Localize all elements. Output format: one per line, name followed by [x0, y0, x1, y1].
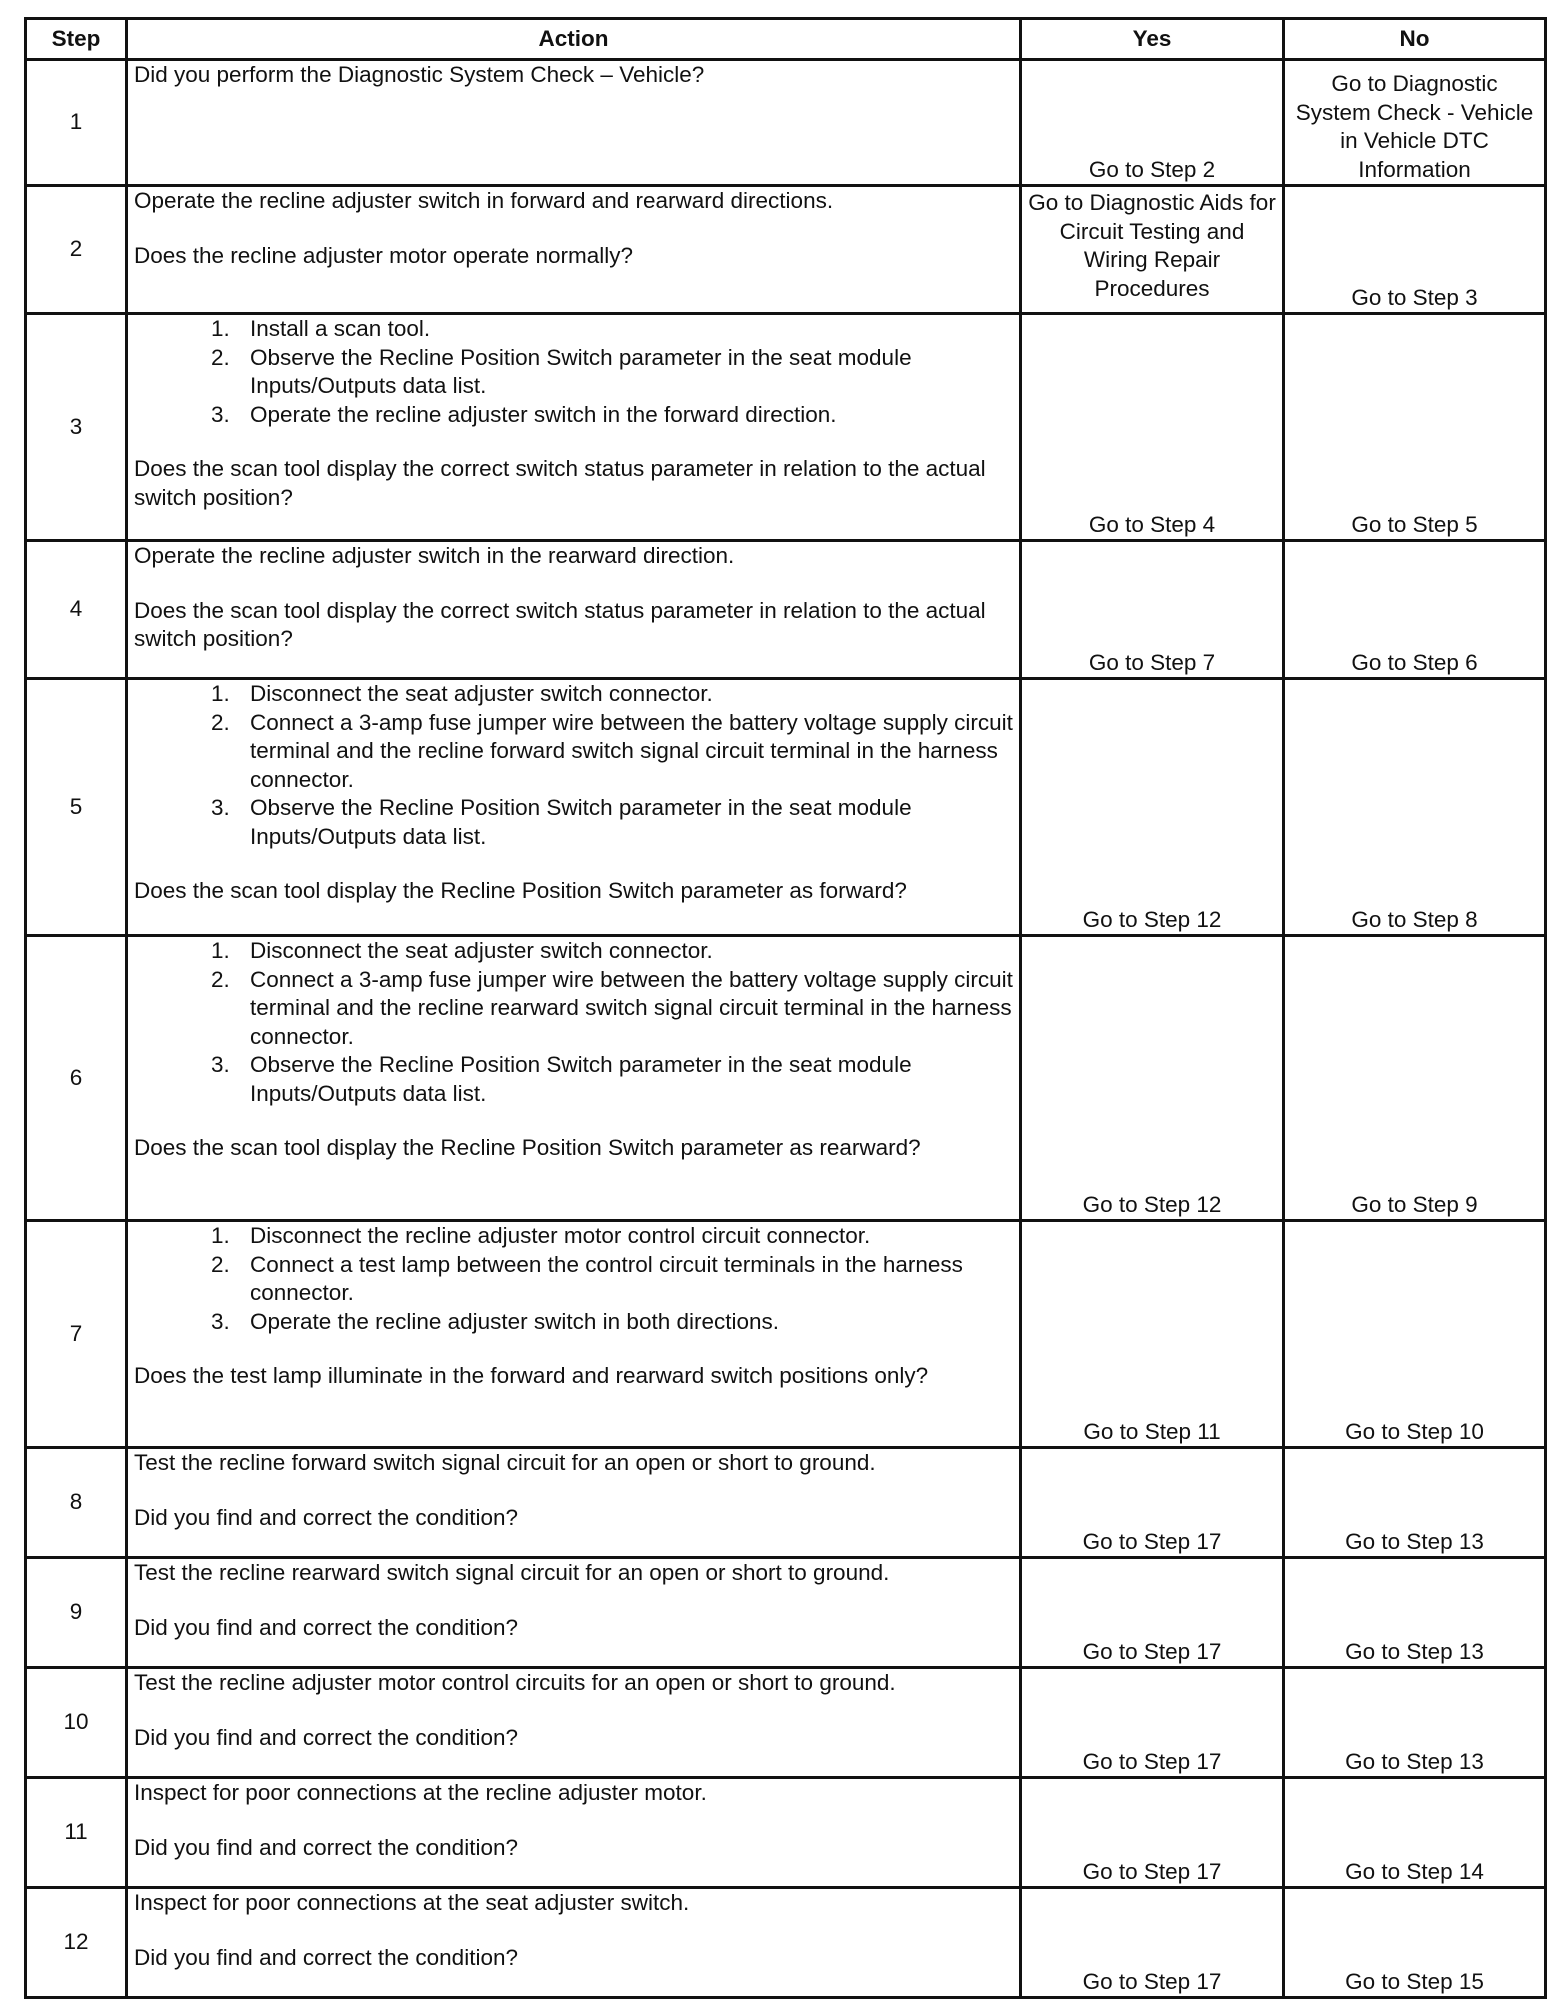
no-cell: Go to Step 15 — [1284, 1888, 1546, 1998]
list-item: 3. Operate the recline adjuster switch in both directions. — [236, 1308, 1013, 1337]
action-cell — [127, 1888, 1021, 1998]
step-number: 7 — [26, 1221, 127, 1448]
no-cell: Go to Step 13 — [1284, 1668, 1546, 1778]
table-row — [26, 1888, 1546, 1998]
no-cell: Go to Step 14 — [1284, 1778, 1546, 1888]
table-row — [26, 60, 1546, 186]
action-cell — [127, 60, 1021, 186]
action-intro: Operate the recline adjuster switch in forward and rearward directions. — [134, 188, 834, 213]
action-cell — [127, 1668, 1021, 1778]
yes-cell: Go to Diagnostic Aids for Circuit Testing and Wiring Repair Procedures — [1021, 186, 1284, 314]
action-intro: Inspect for poor connections at the recline adjuster motor. — [134, 1780, 707, 1805]
step-number: 10 — [26, 1668, 127, 1778]
header-step: Step — [26, 19, 127, 60]
action-cell — [127, 314, 1021, 541]
diagnostic-table — [24, 17, 1547, 1999]
step-number: 2 — [26, 186, 127, 314]
table-row — [26, 1221, 1546, 1448]
no-cell: Go to Step 13 — [1284, 1558, 1546, 1668]
table-row — [26, 1558, 1546, 1668]
step-number: 3 — [26, 314, 127, 541]
table-row — [26, 1448, 1546, 1558]
table-row — [26, 1778, 1546, 1888]
action-cell — [127, 186, 1021, 314]
action-steps-list — [134, 315, 1013, 429]
yes-cell: Go to Step 12 — [1021, 936, 1284, 1221]
action-intro: Inspect for poor connections at the seat adjuster switch. — [134, 1890, 690, 1915]
table-row — [26, 1668, 1546, 1778]
yes-cell: Go to Step 17 — [1021, 1888, 1284, 1998]
action-question: Does the scan tool display the correct switch status parameter in relation to the actual switch position? — [134, 456, 986, 510]
list-item: 1. Install a scan tool. — [236, 315, 1013, 344]
action-steps-list — [134, 937, 1013, 1108]
action-intro: Operate the recline adjuster switch in the rearward direction. — [134, 543, 735, 568]
yes-cell: Go to Step 17 — [1021, 1558, 1284, 1668]
step-number: 4 — [26, 541, 127, 679]
yes-cell: Go to Step 17 — [1021, 1448, 1284, 1558]
yes-cell: Go to Step 12 — [1021, 679, 1284, 936]
action-question: Did you find and correct the condition? — [134, 1834, 518, 1860]
list-item: 3. Operate the recline adjuster switch in the forward direction. — [236, 401, 1013, 430]
no-cell: Go to Step 13 — [1284, 1448, 1546, 1558]
action-intro: Test the recline adjuster motor control circuits for an open or short to ground. — [134, 1670, 896, 1695]
yes-cell: Go to Step 17 — [1021, 1778, 1284, 1888]
action-question: Did you find and correct the condition? — [134, 1944, 518, 1970]
action-steps-list — [134, 680, 1013, 851]
table-row — [26, 541, 1546, 679]
list-item: 1. Disconnect the seat adjuster switch connector. — [236, 680, 1013, 709]
list-item: 1. Disconnect the seat adjuster switch connector. — [236, 937, 1013, 966]
step-number: 11 — [26, 1778, 127, 1888]
action-question: Did you find and correct the condition? — [134, 1724, 518, 1750]
step-number: 12 — [26, 1888, 127, 1998]
no-cell: Go to Step 3 — [1284, 186, 1546, 314]
header-action: Action — [127, 19, 1021, 60]
action-question: Does the scan tool display the correct switch status parameter in relation to the actual switch position? — [134, 597, 986, 651]
action-cell — [127, 1778, 1021, 1888]
no-cell: Go to Step 9 — [1284, 936, 1546, 1221]
list-item: 2. Connect a 3-amp fuse jumper wire between the battery voltage supply circuit terminal and the recline forward switch signal circuit terminal in the harness connector. — [236, 709, 1013, 795]
yes-cell: Go to Step 11 — [1021, 1221, 1284, 1448]
header-no: No — [1284, 19, 1546, 60]
step-number: 8 — [26, 1448, 127, 1558]
header-row — [26, 19, 1546, 60]
action-cell — [127, 679, 1021, 936]
header-yes: Yes — [1021, 19, 1284, 60]
no-cell: Go to Step 8 — [1284, 679, 1546, 936]
yes-cell: Go to Step 4 — [1021, 314, 1284, 541]
action-steps-list — [134, 1222, 1013, 1336]
action-cell — [127, 1221, 1021, 1448]
action-intro: Did you perform the Diagnostic System Check – Vehicle? — [134, 62, 705, 87]
step-number: 9 — [26, 1558, 127, 1668]
action-question: Did you find and correct the condition? — [134, 1504, 518, 1530]
table-row — [26, 186, 1546, 314]
action-cell — [127, 1558, 1021, 1668]
table-row — [26, 679, 1546, 936]
no-cell: Go to Step 10 — [1284, 1221, 1546, 1448]
step-number: 6 — [26, 936, 127, 1221]
action-intro: Test the recline forward switch signal circuit for an open or short to ground. — [134, 1450, 876, 1475]
list-item: 3. Observe the Recline Position Switch parameter in the seat module Inputs/Outputs data list. — [236, 1051, 1013, 1108]
no-cell: Go to Step 6 — [1284, 541, 1546, 679]
action-cell — [127, 541, 1021, 679]
list-item: 2. Observe the Recline Position Switch parameter in the seat module Inputs/Outputs data list. — [236, 344, 1013, 401]
list-item: 2. Connect a test lamp between the control circuit terminals in the harness connector. — [236, 1251, 1013, 1308]
yes-cell: Go to Step 17 — [1021, 1668, 1284, 1778]
action-question: Does the recline adjuster motor operate normally? — [134, 242, 633, 268]
action-question: Does the scan tool display the Recline Position Switch parameter as rearward? — [134, 1135, 921, 1160]
list-item: 1. Disconnect the recline adjuster motor control circuit connector. — [236, 1222, 1013, 1251]
yes-cell: Go to Step 2 — [1021, 60, 1284, 186]
action-cell — [127, 1448, 1021, 1558]
action-cell — [127, 936, 1021, 1221]
action-question: Did you find and correct the condition? — [134, 1614, 518, 1640]
action-question: Does the scan tool display the Recline Position Switch parameter as forward? — [134, 878, 907, 903]
step-number: 1 — [26, 60, 127, 186]
no-cell: Go to Diagnostic System Check - Vehicle in Vehicle DTC Information — [1284, 60, 1546, 186]
list-item: 3. Observe the Recline Position Switch parameter in the seat module Inputs/Outputs data list. — [236, 794, 1013, 851]
table-row — [26, 936, 1546, 1221]
list-item: 2. Connect a 3-amp fuse jumper wire between the battery voltage supply circuit terminal and the recline rearward switch signal circuit terminal in the harness connector. — [236, 966, 1013, 1052]
table-row — [26, 314, 1546, 541]
step-number: 5 — [26, 679, 127, 936]
yes-cell: Go to Step 7 — [1021, 541, 1284, 679]
action-question: Does the test lamp illuminate in the forward and rearward switch positions only? — [134, 1363, 929, 1388]
no-cell: Go to Step 5 — [1284, 314, 1546, 541]
action-intro: Test the recline rearward switch signal circuit for an open or short to ground. — [134, 1560, 890, 1585]
